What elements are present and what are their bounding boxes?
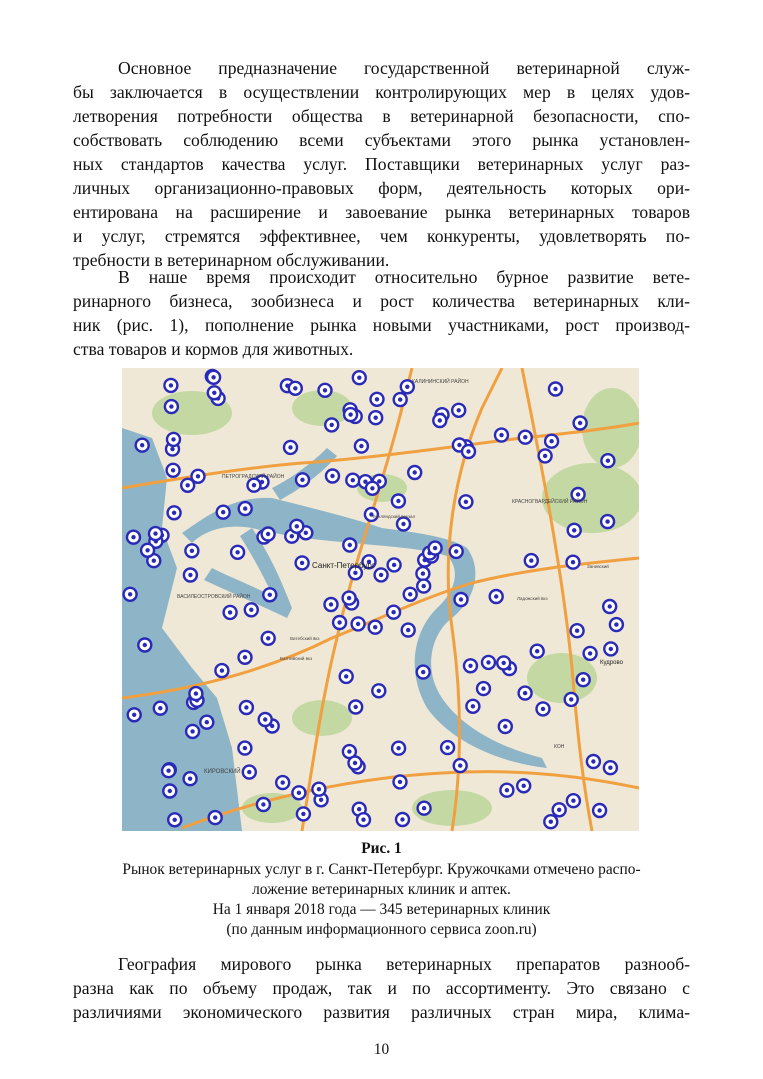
clinic-marker-dot: [421, 571, 425, 575]
clinic-marker-dot: [502, 661, 506, 665]
park-area: [542, 463, 639, 533]
text-line: разна как по объему продаж, так и по ассортименту. Это связано с: [73, 978, 690, 998]
text-line: Основное предназначение государственной ветеринарной служ-: [118, 58, 690, 78]
clinic-marker-dot: [422, 806, 426, 810]
text-line: ства товаров и кормов для животных.: [73, 339, 354, 359]
clinic-marker-dot: [188, 777, 192, 781]
clinic-marker-dot: [523, 435, 527, 439]
map-label-petrogradsky: ПЕТРОГРАДСКИЙ РАЙОН: [222, 474, 285, 480]
clinic-marker-dot: [196, 474, 200, 478]
clinic-marker-dot: [128, 592, 132, 596]
clinic-marker-dot: [543, 454, 547, 458]
clinic-marker-dot: [406, 628, 410, 632]
clinic-marker-dot: [499, 433, 503, 437]
clinic-marker-dot: [213, 815, 217, 819]
clinic-marker-dot: [247, 770, 251, 774]
clinic-marker-dot: [377, 689, 381, 693]
clinic-marker-dot: [481, 686, 485, 690]
clinic-marker-dot: [549, 820, 553, 824]
clinic-marker-dot: [374, 416, 378, 420]
clinic-marker-dot: [143, 643, 147, 647]
clinic-marker-dot: [168, 789, 172, 793]
clinic-marker-dot: [572, 528, 576, 532]
map-label-finlyandsky: Финляндский вокзал: [372, 514, 416, 519]
clinic-marker-dot: [575, 629, 579, 633]
clinic-marker-dot: [396, 499, 400, 503]
clinic-marker-dot: [131, 535, 135, 539]
clinic-marker-dot: [569, 697, 573, 701]
page-number: 10: [373, 1041, 390, 1058]
clinic-marker-dot: [243, 655, 247, 659]
clinic-marker-dot: [571, 560, 575, 564]
clinic-marker-dot: [505, 788, 509, 792]
clinic-marker-dot: [606, 459, 610, 463]
clinic-marker-dot: [235, 550, 239, 554]
text-line: В наше время происходит относительно бурное развитие вете-: [118, 267, 690, 287]
clinic-marker-dot: [293, 386, 297, 390]
clinic-marker-dot: [295, 524, 299, 528]
text-line: ринарного бизнеса, зообизнеса и рост количества ветеринарных кли-: [73, 291, 690, 311]
clinic-marker-dot: [330, 423, 334, 427]
clinic-marker-dot: [457, 408, 461, 412]
clinic-marker-dot: [288, 445, 292, 449]
clinic-marker-dot: [153, 531, 157, 535]
clinic-marker-dot: [614, 622, 618, 626]
clinic-marker-dot: [486, 660, 490, 664]
clinic-marker-dot: [205, 720, 209, 724]
clinic-marker-dot: [172, 511, 176, 515]
clinic-marker-dot: [348, 412, 352, 416]
clinic-marker-dot: [344, 674, 348, 678]
clinic-marker-dot: [471, 704, 475, 708]
clinic-marker-dot: [347, 596, 351, 600]
map-label-krasnogvardeysky: КРАСНОГВАРДЕЙСКИЙ РАЙОН: [512, 499, 588, 505]
clinic-marker-dot: [211, 375, 215, 379]
clinic-marker-dot: [361, 818, 365, 822]
clinic-marker-dot: [132, 713, 136, 717]
clinic-marker-dot: [553, 387, 557, 391]
clinic-marker-dot: [494, 594, 498, 598]
clinic-marker-dot: [301, 812, 305, 816]
clinic-marker-dot: [398, 397, 402, 401]
clinic-marker-dot: [454, 549, 458, 553]
map-label-baltiysky: Балтийский вкз: [280, 656, 313, 661]
text-line: ентирована на расширение и завоевание рынка ветеринарных товаров: [73, 202, 690, 222]
clinic-marker-dot: [529, 558, 533, 562]
map-label-kalininsky: КАЛИНИНСКИЙ РАЙОН: [412, 379, 469, 385]
clinic-marker-dot: [433, 546, 437, 550]
clinic-marker-dot: [400, 817, 404, 821]
text-line: собствовать соблюдению всеми субъектами этого рынка установлен-: [73, 130, 690, 150]
clinic-marker-dot: [588, 651, 592, 655]
clinic-marker-dot: [438, 418, 442, 422]
clinic-marker-dot: [152, 559, 156, 563]
clinic-marker-dot: [357, 376, 361, 380]
clinic-marker-dot: [535, 649, 539, 653]
clinic-marker-dot: [557, 808, 561, 812]
map-label-vasileostrovsky: ВАСИЛЕОСТРОВСКИЙ РАЙОН: [177, 594, 251, 600]
paragraph-3: [73, 952, 690, 1024]
figure-caption: [40, 860, 723, 940]
clinic-marker-dot: [401, 522, 405, 526]
clinic-marker-dot: [370, 486, 374, 490]
clinic-marker-dot: [571, 799, 575, 803]
clinic-marker-dot: [243, 506, 247, 510]
clinic-marker-dot: [261, 802, 265, 806]
clinic-marker-dot: [304, 531, 308, 535]
clinic-marker-dot: [166, 769, 170, 773]
clinic-marker-dot: [297, 791, 301, 795]
clinic-marker-dot: [323, 388, 327, 392]
map-label-kirovsky: КИРОВСКИЙ: [204, 769, 241, 775]
clinic-marker-dot: [212, 391, 216, 395]
clinic-marker-dot: [353, 571, 357, 575]
text-line: География мирового рынка ветеринарных препаратов разнооб-: [118, 954, 690, 974]
text-line: различиями экономического развития различных стран мира, клима-: [73, 1002, 690, 1022]
clinic-marker-dot: [221, 510, 225, 514]
clinic-marker-dot: [190, 549, 194, 553]
clinic-marker-dot: [194, 691, 198, 695]
clinic-marker-dot: [330, 474, 334, 478]
clinic-marker-dot: [158, 706, 162, 710]
clinic-marker-dot: [405, 385, 409, 389]
clinic-marker-dot: [464, 500, 468, 504]
clinic-marker-dot: [252, 483, 256, 487]
clinic-marker-dot: [408, 592, 412, 596]
clinic-marker-dot: [597, 808, 601, 812]
clinic-marker-dot: [351, 478, 355, 482]
clinic-marker-dot: [169, 383, 173, 387]
map-label-kupchino: КОН: [554, 744, 565, 750]
clinic-marker-dot: [249, 608, 253, 612]
clinic-marker-dot: [170, 447, 174, 451]
map-label-vitebsky: Витебский вкз: [290, 636, 320, 641]
clinic-marker-dot: [300, 478, 304, 482]
clinic-marker-dot: [281, 780, 285, 784]
clinic-marker-dot: [591, 759, 595, 763]
caption-line: Рынок ветеринарных услуг в г. Санкт-Петербург. Кружочками отмечено распо-: [122, 861, 641, 878]
clinic-marker-dot: [266, 636, 270, 640]
clinic-marker-dot: [421, 670, 425, 674]
clinic-marker-dot: [300, 561, 304, 565]
map-figure: [122, 368, 639, 831]
clinic-marker-dot: [523, 691, 527, 695]
clinic-marker-dot: [391, 610, 395, 614]
clinic-marker-dot: [359, 444, 363, 448]
clinic-marker-dot: [263, 717, 267, 721]
caption-line: (по данным информационного сервиса zoon.ru): [226, 921, 537, 938]
clinic-marker-dot: [605, 519, 609, 523]
caption-line: ложение ветеринарных клиник и аптек.: [252, 881, 511, 898]
clinic-marker-dot: [541, 707, 545, 711]
text-line: ных стандартов качества услуг. Поставщики ветеринарных услуг раз-: [73, 154, 690, 174]
clinic-marker-dot: [337, 620, 341, 624]
clinic-marker-dot: [549, 439, 553, 443]
text-line: летворения потребности общества в ветеринарной безопасности, спо-: [73, 106, 690, 126]
clinic-marker-dot: [243, 746, 247, 750]
clinic-marker-dot: [373, 625, 377, 629]
clinic-marker-dot: [319, 798, 323, 802]
text-line: требности в ветеринарном обслуживании.: [73, 250, 390, 270]
clinic-marker-dot: [608, 604, 612, 608]
clinic-marker-dot: [357, 807, 361, 811]
clinic-marker-dot: [413, 470, 417, 474]
paragraph-1: [73, 56, 690, 272]
clinic-marker-dot: [375, 397, 379, 401]
map-label-yanino: Заневский: [587, 564, 609, 569]
clinic-marker-dot: [354, 705, 358, 709]
map-label-kudrovo: Кудрово: [600, 660, 623, 666]
clinic-marker-dot: [459, 597, 463, 601]
text-line: бы заключается в осуществлении контролирующих мер в целях удов-: [73, 82, 690, 102]
clinic-marker-dot: [171, 468, 175, 472]
clinic-marker-dot: [398, 780, 402, 784]
clinic-marker-dot: [396, 746, 400, 750]
clinic-marker-dot: [244, 705, 248, 709]
clinic-marker-dot: [220, 668, 224, 672]
clinic-marker-dot: [353, 761, 357, 765]
clinic-marker-dot: [503, 724, 507, 728]
clinic-marker-dot: [347, 749, 351, 753]
clinic-marker-dot: [522, 784, 526, 788]
paragraph-2: [73, 265, 690, 361]
clinic-marker-dot: [329, 602, 333, 606]
clinic-marker-dot: [290, 534, 294, 538]
clinic-marker-dot: [268, 593, 272, 597]
saint-petersburg-map: [122, 368, 639, 831]
clinic-marker-dot: [140, 443, 144, 447]
clinic-marker-dot: [379, 573, 383, 577]
clinic-marker-dot: [188, 573, 192, 577]
clinic-marker-dot: [317, 787, 321, 791]
clinic-marker-dot: [171, 437, 175, 441]
clinic-marker-dot: [466, 449, 470, 453]
clinic-marker-dot: [392, 563, 396, 567]
map-label-ladozhsky: Ладожский вкз: [517, 596, 548, 601]
clinic-marker-dot: [458, 763, 462, 767]
text-line: личных организационно-правовых форм, деятельность которых ори-: [73, 178, 690, 198]
clinic-marker-dot: [169, 404, 173, 408]
map-label-city: Санкт-Петербург: [312, 561, 375, 570]
clinic-marker-dot: [422, 584, 426, 588]
clinic-marker-dot: [228, 610, 232, 614]
clinic-marker-dot: [186, 483, 190, 487]
clinic-marker-dot: [576, 492, 580, 496]
clinic-marker-dot: [609, 647, 613, 651]
clinic-marker-dot: [468, 664, 472, 668]
clinic-marker-dot: [356, 622, 360, 626]
text-line: ник (рис. 1), пополнение рынка новыми участниками, рост производ-: [73, 315, 690, 335]
clinic-marker-dot: [190, 729, 194, 733]
clinic-marker-dot: [145, 548, 149, 552]
text-line: и услуг, стремятся эффективнее, чем конкуренты, удовлетворять по-: [73, 226, 690, 246]
clinic-marker-dot: [348, 543, 352, 547]
clinic-marker-dot: [173, 818, 177, 822]
clinic-marker-dot: [445, 745, 449, 749]
caption-line: На 1 января 2018 года — 345 ветеринарных клиник: [212, 901, 551, 918]
clinic-marker-dot: [266, 532, 270, 536]
clinic-marker-dot: [608, 766, 612, 770]
clinic-marker-dot: [581, 678, 585, 682]
clinic-marker-dot: [578, 421, 582, 425]
clinic-marker-dot: [457, 443, 461, 447]
figure-title: Рис. 1: [361, 840, 402, 857]
